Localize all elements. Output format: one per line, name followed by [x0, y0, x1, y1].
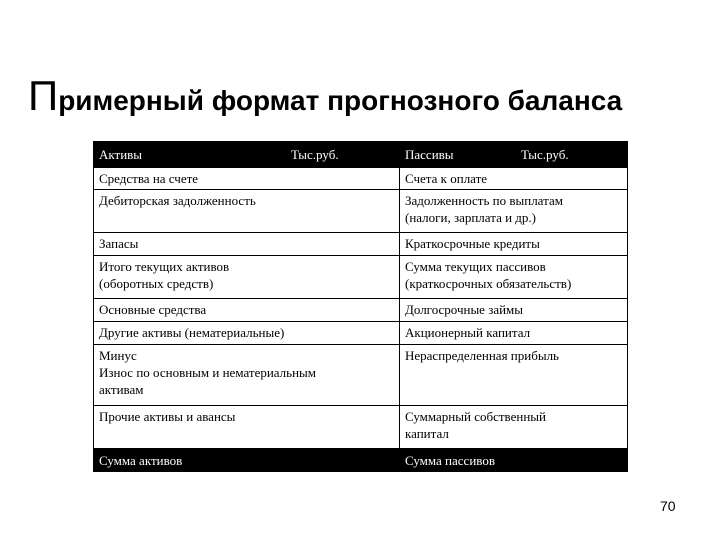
cell-line: Сумма текущих пассивов: [405, 259, 546, 274]
table-row: [94, 168, 628, 190]
asset-cell: [94, 168, 400, 190]
cell-line: Краткосрочные кредиты: [405, 236, 540, 251]
table-row: [94, 322, 628, 345]
cell-line: Средства на счете: [99, 171, 199, 186]
table-header-row: [94, 142, 628, 168]
asset-cell: [94, 322, 400, 345]
asset-cell: [94, 256, 400, 299]
cell-line: капитал: [405, 426, 449, 441]
cell-line: Основные средства: [99, 302, 207, 317]
cell-line: Запасы: [99, 236, 139, 251]
page-title: [28, 72, 622, 125]
table-row: [94, 406, 628, 449]
asset-cell: [94, 299, 400, 322]
liability-cell: [400, 256, 628, 299]
table-row: [94, 256, 628, 299]
cell-line: Долгосрочные займы: [405, 302, 524, 317]
cell-line: Другие активы (нематериальные): [99, 325, 285, 340]
title-rest: римерный формат прогнозного баланса: [58, 85, 623, 116]
cell-line: (краткосрочных обязательств): [405, 276, 572, 291]
cell-line: активам: [99, 382, 144, 397]
cell-line: Счета к оплате: [405, 171, 488, 186]
cell-line: (налоги, зарплата и др.): [405, 210, 536, 225]
asset-cell: [94, 345, 400, 406]
table-row: [94, 299, 628, 322]
liability-cell: [400, 233, 628, 256]
asset-cell: [94, 233, 400, 256]
liability-cell: [400, 406, 628, 449]
cell-line: Дебиторская задолженность: [99, 193, 256, 208]
cell-line: Итого текущих активов: [99, 259, 230, 274]
liability-cell: [400, 190, 628, 233]
asset-cell: [94, 190, 400, 233]
total-liabilities: Сумма пассивов: [400, 449, 628, 472]
liability-cell: [400, 168, 628, 190]
table-row: [94, 233, 628, 256]
table-row: [94, 190, 628, 233]
header-assets-unit: Тыс.руб.: [286, 142, 400, 168]
total-assets: Сумма активов: [94, 449, 400, 472]
liability-cell: [400, 345, 628, 406]
liability-cell: [400, 299, 628, 322]
liability-cell: [400, 322, 628, 345]
header-liabilities-unit: Тыс.руб.: [516, 142, 628, 168]
title-first-letter: П: [28, 72, 59, 119]
cell-line: Акционерный капитал: [405, 325, 531, 340]
cell-line: Износ по основным и нематериальным: [99, 365, 317, 380]
page-number: 70: [660, 498, 676, 514]
table-row: [94, 345, 628, 406]
cell-line: Прочие активы и авансы: [99, 409, 236, 424]
cell-line: Минус: [99, 348, 137, 363]
cell-line: (оборотных средств): [99, 276, 214, 291]
totals-row: [94, 449, 628, 472]
header-liabilities: Пассивы: [400, 142, 516, 168]
header-assets: Активы: [94, 142, 286, 168]
asset-cell: [94, 406, 400, 449]
cell-line: Задолженность по выплатам: [405, 193, 563, 208]
cell-line: Суммарный собственный: [405, 409, 546, 424]
balance-table: [93, 141, 628, 472]
cell-line: Нераспределенная прибыль: [405, 348, 559, 363]
